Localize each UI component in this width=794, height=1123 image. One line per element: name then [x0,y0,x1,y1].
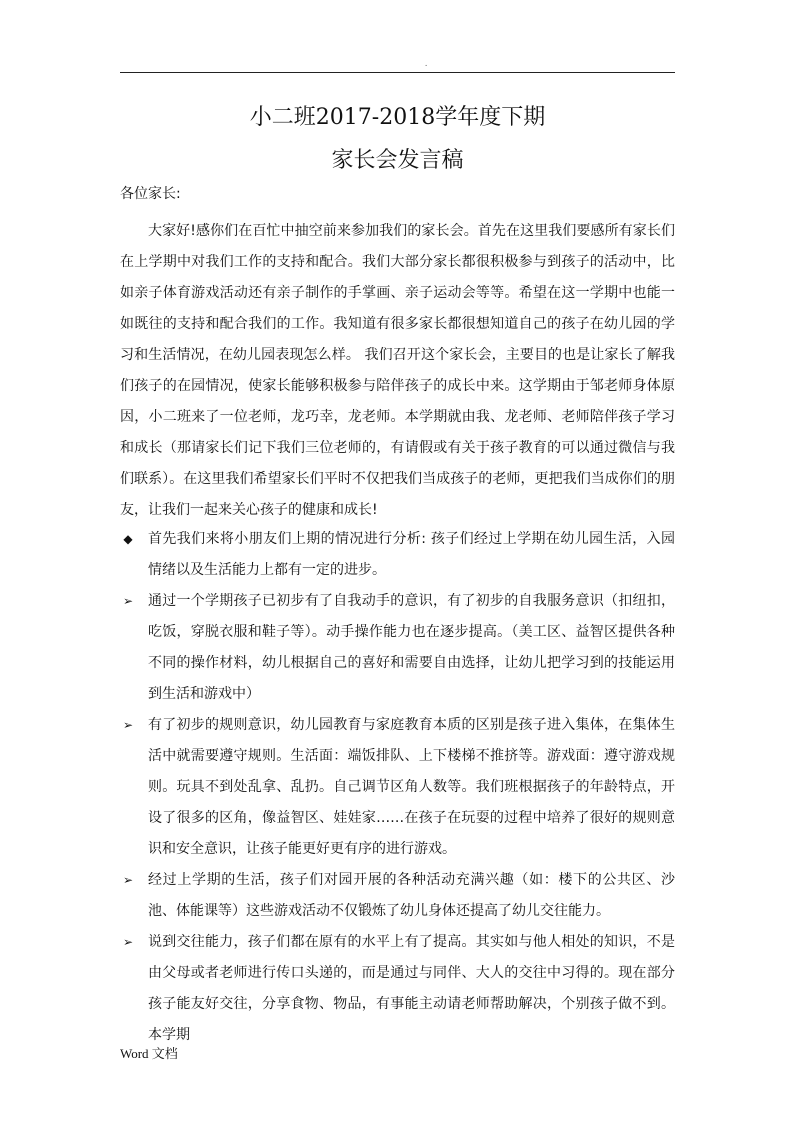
arrow-bullet-icon: ➢ [122,718,134,732]
list-item [120,865,675,927]
title-line-1: 小二班2017-2018学年度下期 [249,105,546,130]
intro-paragraph: 大家好!感你们在百忙中抽空前来参加我们的家长会。首先在这里我们要感所有家长们在上学期中对我们工作的支持和配合。我们大部分家长都很积极参与到孩子的活动中，比如亲子体育游戏活动还有亲子制作的手掌画、亲子运动会等等。希望在这一学期中也能一如既往的支持和配合我们的工作。我知道有很多家长都很想知道自己的孩子在幼儿园的学习和生活情况，在幼儿园表现怎么样。 我们召开这个家长会，主要目的也是让家长了解我们孩子的在园情况，使家长能够积极参与陪伴孩子的成长中来。这学期由于邹老师身体原因，小二班来了一位老师，龙巧幸，龙老师。本学期就由我、龙老师、老师陪伴孩子学习和成长（那请家长们记下我们三位老师的，有请假或有关于孩子教育的可以通过微信与我们联系）。在这里我们希望家长们平时不仅把我们当成孩子的老师，更把我们当成你们的朋友，让我们一起来关心孩子的健康和成长! [120,223,675,518]
footer-label: Word 文档 [120,1046,178,1061]
list-item-text: 经过上学期的生活，孩子们对园开展的各种活动充满兴趣（如：楼下的公共区、沙池、体能课等）这些游戏活动不仅锻炼了幼儿身体还提高了幼儿交往能力。 [148,872,675,919]
list-item [120,927,675,1051]
salutation: 各位家长: [120,186,181,202]
list-item [120,586,675,710]
list-item [120,524,675,586]
title-line-2: 家长会发言稿 [331,148,464,173]
list-item [120,710,675,865]
arrow-bullet-icon: ➢ [122,935,134,949]
list-item-text: 首先我们来将小朋友们上期的情况进行分析: 孩子们经过上学期在幼儿园生活，入园情绪以及生活能力上都有一定的进步。 [148,531,675,578]
point-list [120,524,675,1051]
arrow-bullet-icon: ➢ [122,594,134,608]
header-rule [120,72,675,73]
diamond-bullet-icon: ◆ [123,532,133,546]
arrow-bullet-icon: ➢ [122,873,134,887]
header-dot: . [425,58,428,68]
list-item-text: 说到交往能力，孩子们都在原有的水平上有了提高。其实如与他人相处的知识，不是由父母或者老师进行传口头递的，而是通过与同伴、大人的交往中习得的。现在部分孩子能友好交往，分享食物、物品，有事能主动请老师帮助解决，个别孩子做不到。本学期 [148,934,675,1043]
list-item-text: 通过一个学期孩子已初步有了自我动手的意识，有了初步的自我服务意识（扣纽扣，吃饭，穿脱衣服和鞋子等）。动手操作能力也在逐步提高。（美工区、益智区提供各种不同的操作材料，幼儿根据自己的喜好和需要自由选择，让幼儿把学习到的技能运用到生活和游戏中） [148,593,675,702]
list-item-text: 有了初步的规则意识，幼儿园教育与家庭教育本质的区别是孩子进入集体，在集体生活中就需要遵守规则。生活面：端饭排队、上下楼梯不推挤等。游戏面：遵守游戏规则。玩具不到处乱拿、乱扔。自己调节区角人数等。我们班根据孩子的年龄特点，开设了很多的区角，像益智区、娃娃家……在孩子在玩耍的过程中培养了很好的规则意识和安全意识，让孩子能更好更有序的进行游戏。 [148,717,675,857]
